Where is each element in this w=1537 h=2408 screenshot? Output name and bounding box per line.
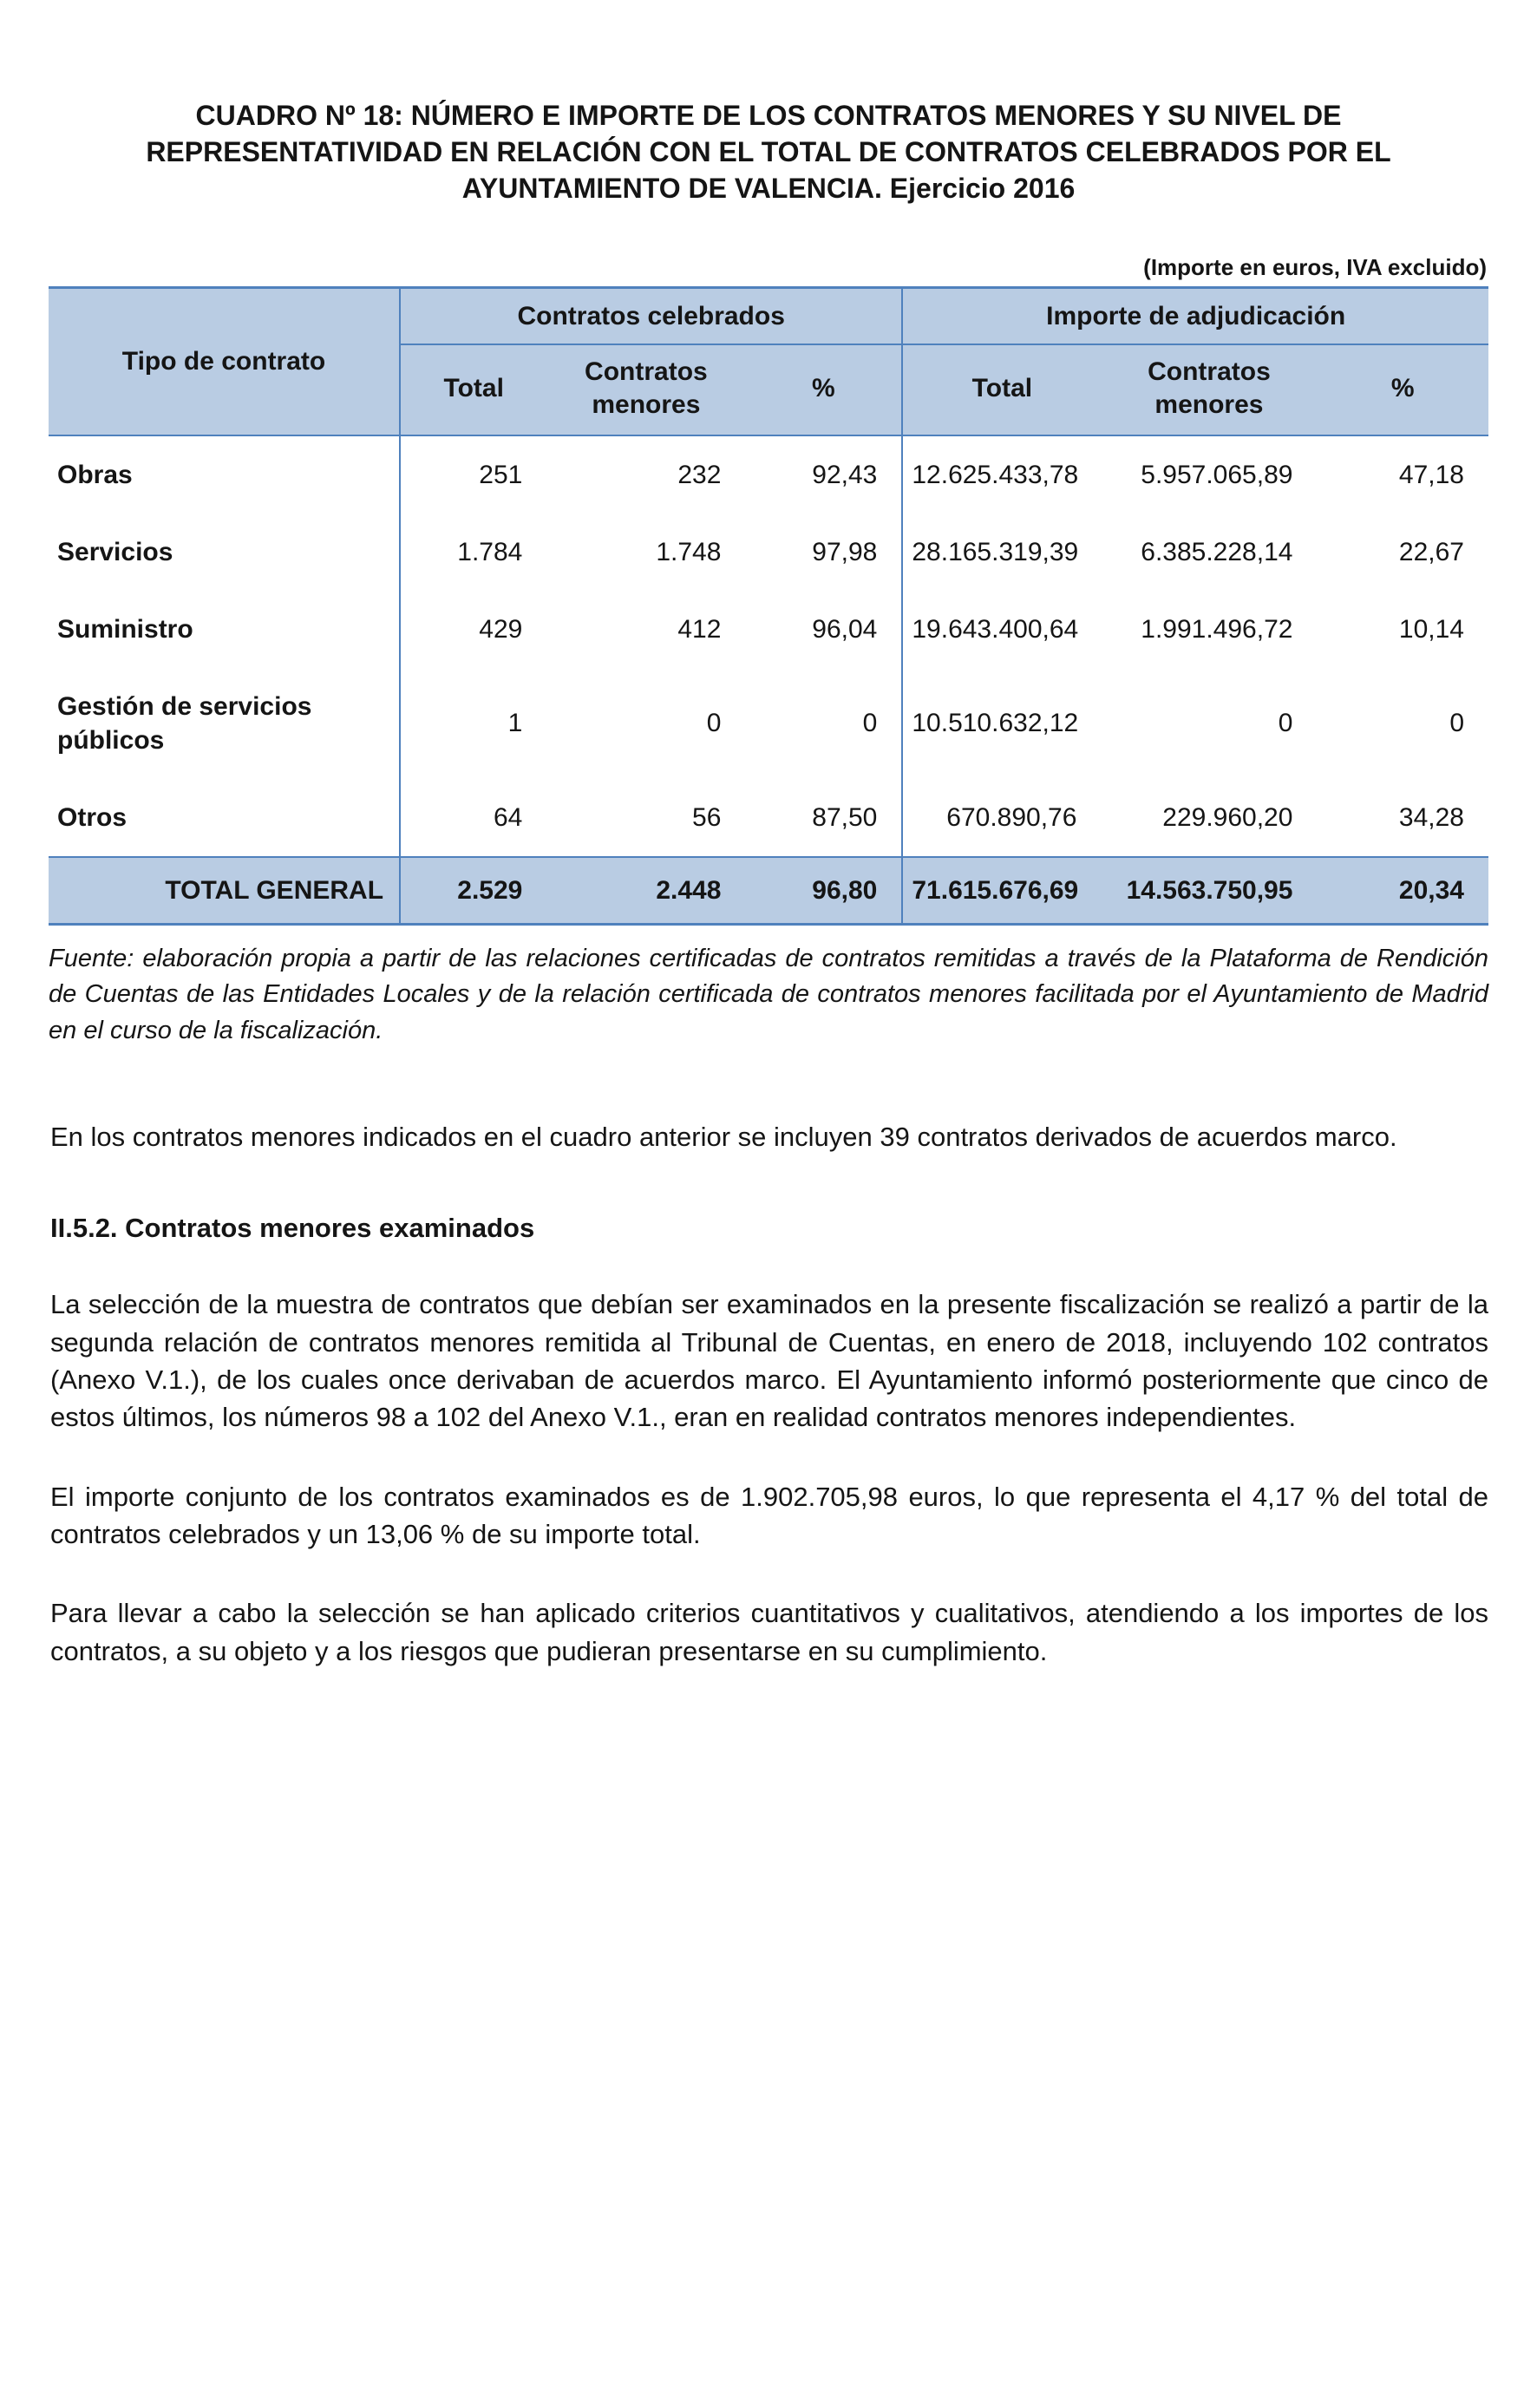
row-label: Suministro — [49, 591, 400, 668]
cell-value: 0 — [546, 668, 745, 779]
cell-value: 96,80 — [745, 857, 902, 925]
row-label: Obras — [49, 435, 400, 514]
cell-value: 1.748 — [546, 514, 745, 591]
cell-value: 10.510.632,12 — [902, 668, 1101, 779]
cell-value: 56 — [546, 779, 745, 857]
contracts-table — [49, 286, 1488, 926]
cell-value: 5.957.065,89 — [1101, 435, 1317, 514]
cell-value: 412 — [546, 591, 745, 668]
table-row — [49, 435, 1488, 514]
cell-value: 28.165.319,39 — [902, 514, 1101, 591]
sub-header-total-1: Total — [400, 344, 546, 435]
cell-value: 6.385.228,14 — [1101, 514, 1317, 591]
cell-value: 229.960,20 — [1101, 779, 1317, 857]
table-row — [49, 591, 1488, 668]
sub-header-pct-1: % — [745, 344, 902, 435]
table-group-header-row — [49, 287, 1488, 344]
para-acuerdos-marco: En los contratos menores indicados en el cuadro anterior se incluyen 39 contratos derivados de acuerdos marco. — [50, 1121, 1397, 1152]
cell-value: 87,50 — [745, 779, 902, 857]
sub-header-contratos-menores-1: Contratos menores — [546, 344, 745, 435]
total-row-label: TOTAL GENERAL — [49, 857, 400, 925]
cell-value: 0 — [1101, 668, 1317, 779]
cell-value: 12.625.433,78 — [902, 435, 1101, 514]
table-title: CUADRO Nº 18: NÚMERO E IMPORTE DE LOS CONTRATOS MENORES Y SU NIVEL DE REPRESENTATIVIDAD EN RELACIÓN CON EL TOTAL DE CONTRATOS CELEBRADOS POR EL AYUNTAMIENTO DE VALENCIA. Ejercicio 2016 — [146, 100, 1391, 205]
cell-value: 96,04 — [745, 591, 902, 668]
para-criterios: Para llevar a cabo la selección se han aplicado criterios cuantitativos y cualitativos, atendiendo a los importes de los contratos, a su objeto y a los riesgos que pudieran presentarse en su cumplimiento. — [50, 1598, 1488, 1666]
col-group-contratos-celebrados: Contratos celebrados — [400, 287, 902, 344]
table-row — [49, 779, 1488, 857]
cell-value: 232 — [546, 435, 745, 514]
cell-value: 1.784 — [400, 514, 546, 591]
sub-header-contratos-menores-2: Contratos menores — [1101, 344, 1317, 435]
sub-header-pct-2: % — [1317, 344, 1488, 435]
cell-value: 0 — [745, 668, 902, 779]
cell-value: 10,14 — [1317, 591, 1488, 668]
cell-value: 64 — [400, 779, 546, 857]
col-header-tipo-de-contrato: Tipo de contrato — [49, 287, 400, 435]
units-note: (Importe en euros, IVA excluido) — [1143, 253, 1487, 280]
cell-value: 22,67 — [1317, 514, 1488, 591]
row-label: Servicios — [49, 514, 400, 591]
cell-value: 14.563.750,95 — [1101, 857, 1317, 925]
cell-value: 1.991.496,72 — [1101, 591, 1317, 668]
para-importe-conjunto: El importe conjunto de los contratos examinados es de 1.902.705,98 euros, lo que representa el 4,17 % del total de contratos celebrados y un 13,06 % de su importe total. — [50, 1481, 1488, 1550]
source-note: Fuente: elaboración propia a partir de las relaciones certificadas de contratos remitidas a través de la Plataforma de Rendición de Cuentas de las Entidades Locales y de la relación certificada de contratos menores facilitada por el Ayuntamiento de Madrid en el curso de la fiscalización. — [49, 945, 1488, 1044]
cell-value: 670.890,76 — [902, 779, 1101, 857]
table-row — [49, 514, 1488, 591]
cell-value: 20,34 — [1317, 857, 1488, 925]
cell-value: 429 — [400, 591, 546, 668]
sub-header-total-2: Total — [902, 344, 1101, 435]
cell-value: 71.615.676,69 — [902, 857, 1101, 925]
para-seleccion-muestra: La selección de la muestra de contratos que debían ser examinados en la presente fiscalización se realizó a partir de la segunda relación de contratos menores remitida al Tribunal de Cuentas, en enero de 2018, incluyendo 102 contratos (Anexo V.1.), de los cuales once derivaban de acuerdos marco. El Ayuntamiento informó posteriormente que cinco de estos últimos, los números 98 a 102 del Anexo V.1., eran en realidad contratos menores independientes. — [50, 1289, 1488, 1433]
cell-value: 251 — [400, 435, 546, 514]
row-label: Gestión de servicios públicos — [49, 668, 400, 779]
cell-value: 0 — [1317, 668, 1488, 779]
table-row — [49, 668, 1488, 779]
section-heading: II.5.2. Contratos menores examinados — [50, 1213, 535, 1244]
table-total-row — [49, 857, 1488, 925]
cell-value: 19.643.400,64 — [902, 591, 1101, 668]
col-group-importe-adjudicacion: Importe de adjudicación — [902, 287, 1488, 344]
cell-value: 34,28 — [1317, 779, 1488, 857]
cell-value: 1 — [400, 668, 546, 779]
row-label: Otros — [49, 779, 400, 857]
cell-value: 2.529 — [400, 857, 546, 925]
cell-value: 97,98 — [745, 514, 902, 591]
cell-value: 47,18 — [1317, 435, 1488, 514]
cell-value: 92,43 — [745, 435, 902, 514]
cell-value: 2.448 — [546, 857, 745, 925]
